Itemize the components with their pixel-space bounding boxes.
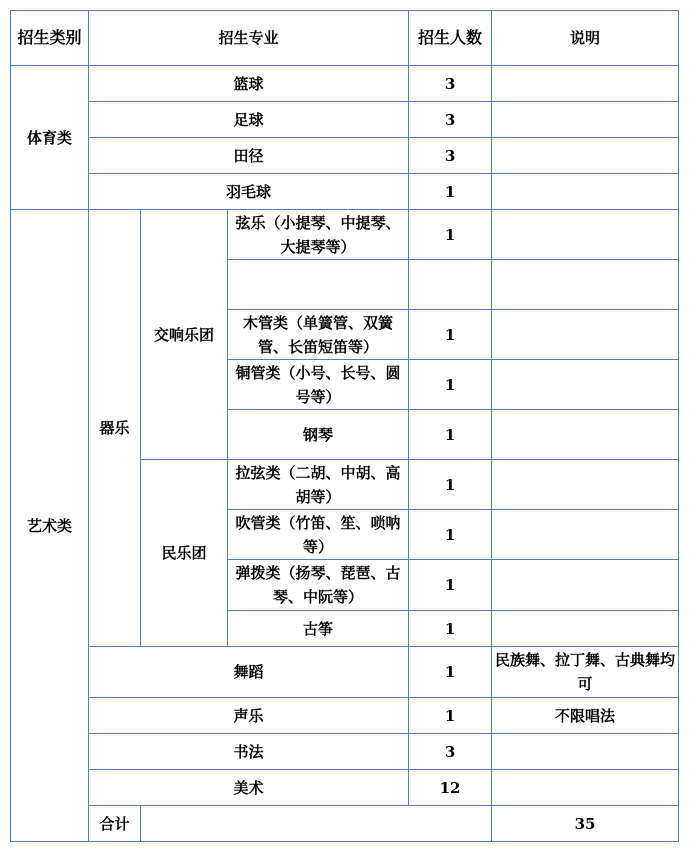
table-row [11,138,679,174]
count-cell: 1 [409,510,492,560]
major-cell: 书法 [89,734,409,770]
note-cell [492,174,679,210]
table-row [11,102,679,138]
major-cell: 铜管类（小号、长号、圆号等） [228,360,409,410]
table-row [11,734,679,770]
count-cell: 3 [409,102,492,138]
header-note: 说明 [492,11,679,66]
major-cell: 弹拨类（扬琴、琵琶、古琴、中阮等） [228,560,409,611]
header-category: 招生类别 [11,11,89,66]
header-major: 招生专业 [89,11,409,66]
major-cell: 钢琴 [228,410,409,460]
note-cell [492,360,679,410]
major-cell: 田径 [89,138,409,174]
folk-label: 民乐团 [141,460,228,647]
note-cell [492,510,679,560]
count-cell: 1 [409,360,492,410]
count-cell: 1 [409,647,492,698]
total-count: 35 [492,806,679,842]
total-label: 合计 [89,806,141,842]
table-row [11,647,679,698]
count-cell: 1 [409,698,492,734]
table-row [11,770,679,806]
major-cell: 声乐 [89,698,409,734]
count-cell: 1 [409,410,492,460]
note-cell [492,102,679,138]
note-cell [492,410,679,460]
count-cell: 1 [409,210,492,260]
note-cell [492,770,679,806]
major-cell: 木管类（单簧管、双簧管、长笛短笛等） [228,310,409,360]
count-cell: 3 [409,734,492,770]
table-row [11,210,679,260]
header-count: 招生人数 [409,11,492,66]
table-row [11,698,679,734]
note-cell [492,66,679,102]
count-cell: 1 [409,611,492,647]
note-cell [492,460,679,510]
major-cell: 足球 [89,102,409,138]
major-cell [228,260,409,310]
note-cell [492,138,679,174]
sports-category: 体育类 [11,66,89,210]
header-row [11,11,679,66]
major-cell: 羽毛球 [89,174,409,210]
major-cell: 拉弦类（二胡、中胡、高胡等） [228,460,409,510]
table-row [11,66,679,102]
count-cell: 12 [409,770,492,806]
count-cell: 1 [409,310,492,360]
major-cell: 篮球 [89,66,409,102]
note-cell [492,260,679,310]
note-cell [492,734,679,770]
symphony-label: 交响乐团 [141,210,228,460]
count-cell [409,260,492,310]
count-cell: 1 [409,460,492,510]
instrumental-label: 器乐 [89,210,141,647]
note-cell: 民族舞、拉丁舞、古典舞均可 [492,647,679,698]
note-cell [492,210,679,260]
count-cell: 1 [409,174,492,210]
enrollment-table [10,10,679,842]
count-cell: 3 [409,66,492,102]
note-cell: 不限唱法 [492,698,679,734]
arts-category: 艺术类 [11,210,89,842]
count-cell: 3 [409,138,492,174]
count-cell: 1 [409,560,492,611]
note-cell [492,611,679,647]
major-cell: 吹管类（竹笛、笙、唢呐等） [228,510,409,560]
note-cell [492,560,679,611]
table-row [11,174,679,210]
note-cell [492,310,679,360]
major-cell: 古筝 [228,611,409,647]
major-cell: 舞蹈 [89,647,409,698]
total-row [11,806,679,842]
total-major [141,806,492,842]
major-cell: 弦乐（小提琴、中提琴、大提琴等） [228,210,409,260]
major-cell: 美术 [89,770,409,806]
